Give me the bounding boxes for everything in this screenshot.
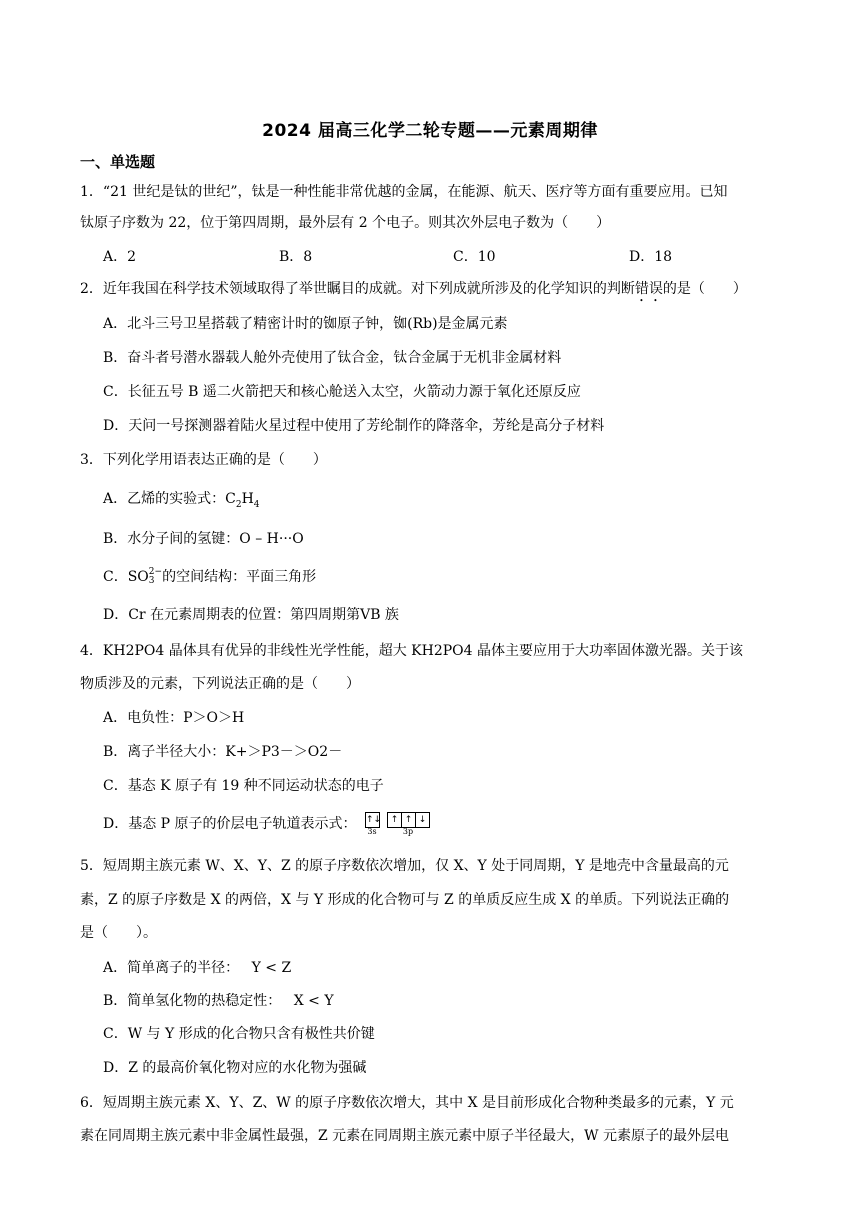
orbital-box: ↓ xyxy=(415,812,430,828)
q2-stem-tail: 的是（ ） xyxy=(662,281,747,297)
q4-option-b: B．离子半径大小：K+＞P3－＞O2－ xyxy=(103,744,343,760)
q1-option-b: B．8 xyxy=(279,249,313,265)
q5-option-b xyxy=(103,991,833,1011)
q3-option-c-formula xyxy=(128,569,162,585)
q5-stem-line2: 素，Z 的原子序数是 X 的两倍，X 与 Y 形成的化合物可与 Z 的单质反应生成 X 的单质。下列说法正确的 xyxy=(80,892,730,908)
q3-option-a-formula xyxy=(225,491,260,510)
q3-option-a xyxy=(103,489,833,515)
q2-option-d: D．天问一号探测器着陆火星过程中使用了芳纶制作的降落伞，芳纶是高分子材料 xyxy=(103,418,605,434)
q3-option-d: D．Cr 在元素周期表的位置：第四周期第ⅤB 族 xyxy=(103,607,399,623)
q3-option-c-label: C． xyxy=(103,569,128,585)
q4-option-c: C．基态 K 原子有 19 种不同运动状态的电子 xyxy=(103,778,384,794)
q5-option-d: D．Z 的最高价氧化物对应的水化物为强碱 xyxy=(103,1060,367,1076)
formula-sub: 3 xyxy=(148,576,155,586)
q1-option-c: C．10 xyxy=(453,249,496,265)
q2-stem-emphasis: 错误 xyxy=(634,281,663,297)
formula-sup: 2− xyxy=(148,567,163,577)
formula-c: C xyxy=(225,491,236,507)
formula-sub: 2 xyxy=(235,499,242,510)
q3-option-c-text: 的空间结构：平面三角形 xyxy=(162,569,317,585)
q3-option-a-text: A．乙烯的实验式： xyxy=(103,491,226,507)
orbital-3s xyxy=(365,812,382,836)
formula-so: SO xyxy=(127,569,149,585)
q5-option-a-formula: Y < Z xyxy=(251,960,292,976)
orbital-label-3p: 3p xyxy=(402,827,414,836)
q5-option-b-formula: X < Y xyxy=(293,993,334,1009)
q6-stem-line2: 素在同周期主族元素中非金属性最强，Z 元素在同周期主族元素中原子半径最大，W 元素原子的最外层电 xyxy=(80,1128,730,1144)
q4-option-a: A．电负性：P＞O＞H xyxy=(103,710,245,726)
q5-option-b-text: B．简单氢化物的热稳定性： xyxy=(103,993,282,1009)
q3-option-b-text: B．水分子间的氢键： xyxy=(103,531,240,547)
q1-option-a: A．2 xyxy=(103,249,137,265)
q5-option-a xyxy=(103,958,833,978)
orbital-box: ↑↓ xyxy=(365,812,380,828)
orbital-3p xyxy=(387,812,429,836)
q4-option-d-text: D．基态 P 原子的价层电子轨道表示式： xyxy=(103,816,357,832)
formula-h: H xyxy=(241,491,254,507)
q1-stem-line1: 1．“21 世纪是钛的世纪”，钛是一种性能非常优越的金属，在能源、航天、医疗等方面有重要应用。已知 xyxy=(80,184,728,200)
q5-stem-line3: 是（ ）。 xyxy=(80,925,157,941)
q3-option-b xyxy=(103,529,833,549)
q6-stem-line1: 6．短周期主族元素 X、Y、Z、W 的原子序数依次增大，其中 X 是目前形成化合物种类最多的元素，Y 元 xyxy=(80,1095,734,1111)
q5-option-c: C．W 与 Y 形成的化合物只含有极性共价键 xyxy=(103,1026,375,1042)
q3-option-b-formula: O – H···O xyxy=(239,531,304,547)
q2-option-c: C．长征五号 B 遥二火箭把天和核心舱送入太空，火箭动力源于氧化还原反应 xyxy=(103,384,581,400)
q5-stem-line1: 5．短周期主族元素 W、X、Y、Z 的原子序数依次增加，仅 X、Y 处于同周期，Y 是地壳中含量最高的元 xyxy=(80,858,729,874)
orbital-label-3s: 3s xyxy=(367,827,377,836)
q4-option-d xyxy=(103,812,833,836)
q1-option-d: D．18 xyxy=(629,249,673,265)
orbital-diagram xyxy=(365,812,429,836)
q1-stem-line2: 钛原子序数为 22，位于第四周期，最外层有 2 个电子。则其次外层电子数为（ ） xyxy=(80,215,611,231)
q2-option-b: B．奋斗者号潜水器载人舱外壳使用了钛合金，钛合金属于无机非金属材料 xyxy=(103,350,562,366)
page-title: 2024 届高三化学二轮专题——元素周期律 xyxy=(262,121,598,141)
orbital-box: ↑ xyxy=(387,812,402,828)
q4-stem-line2: 物质涉及的元素，下列说法正确的是（ ） xyxy=(80,676,360,692)
q3-option-c xyxy=(103,567,833,587)
q5-option-a-text: A．简单离子的半径： xyxy=(103,960,240,976)
q2-stem-text: 2．近年我国在科学技术领域取得了举世瞩目的成就。对下列成就所涉及的化学知识的判断 xyxy=(80,281,635,297)
q4-stem-line1: 4．KH2PO4 晶体具有优异的非线性光学性能，超大 KH2PO4 晶体主要应用于大功率固体激光器。关于该 xyxy=(80,643,744,659)
q2-option-a: A．北斗三号卫星搭载了精密计时的铷原子钟，铷(Rb)是金属元素 xyxy=(103,316,508,332)
section-heading: 一、单选题 xyxy=(80,153,156,171)
formula-sub: 4 xyxy=(253,499,260,510)
orbital-box: ↑ xyxy=(401,812,416,828)
q2-stem xyxy=(80,279,810,305)
q3-stem: 3．下列化学用语表达正确的是（ ） xyxy=(80,452,327,468)
